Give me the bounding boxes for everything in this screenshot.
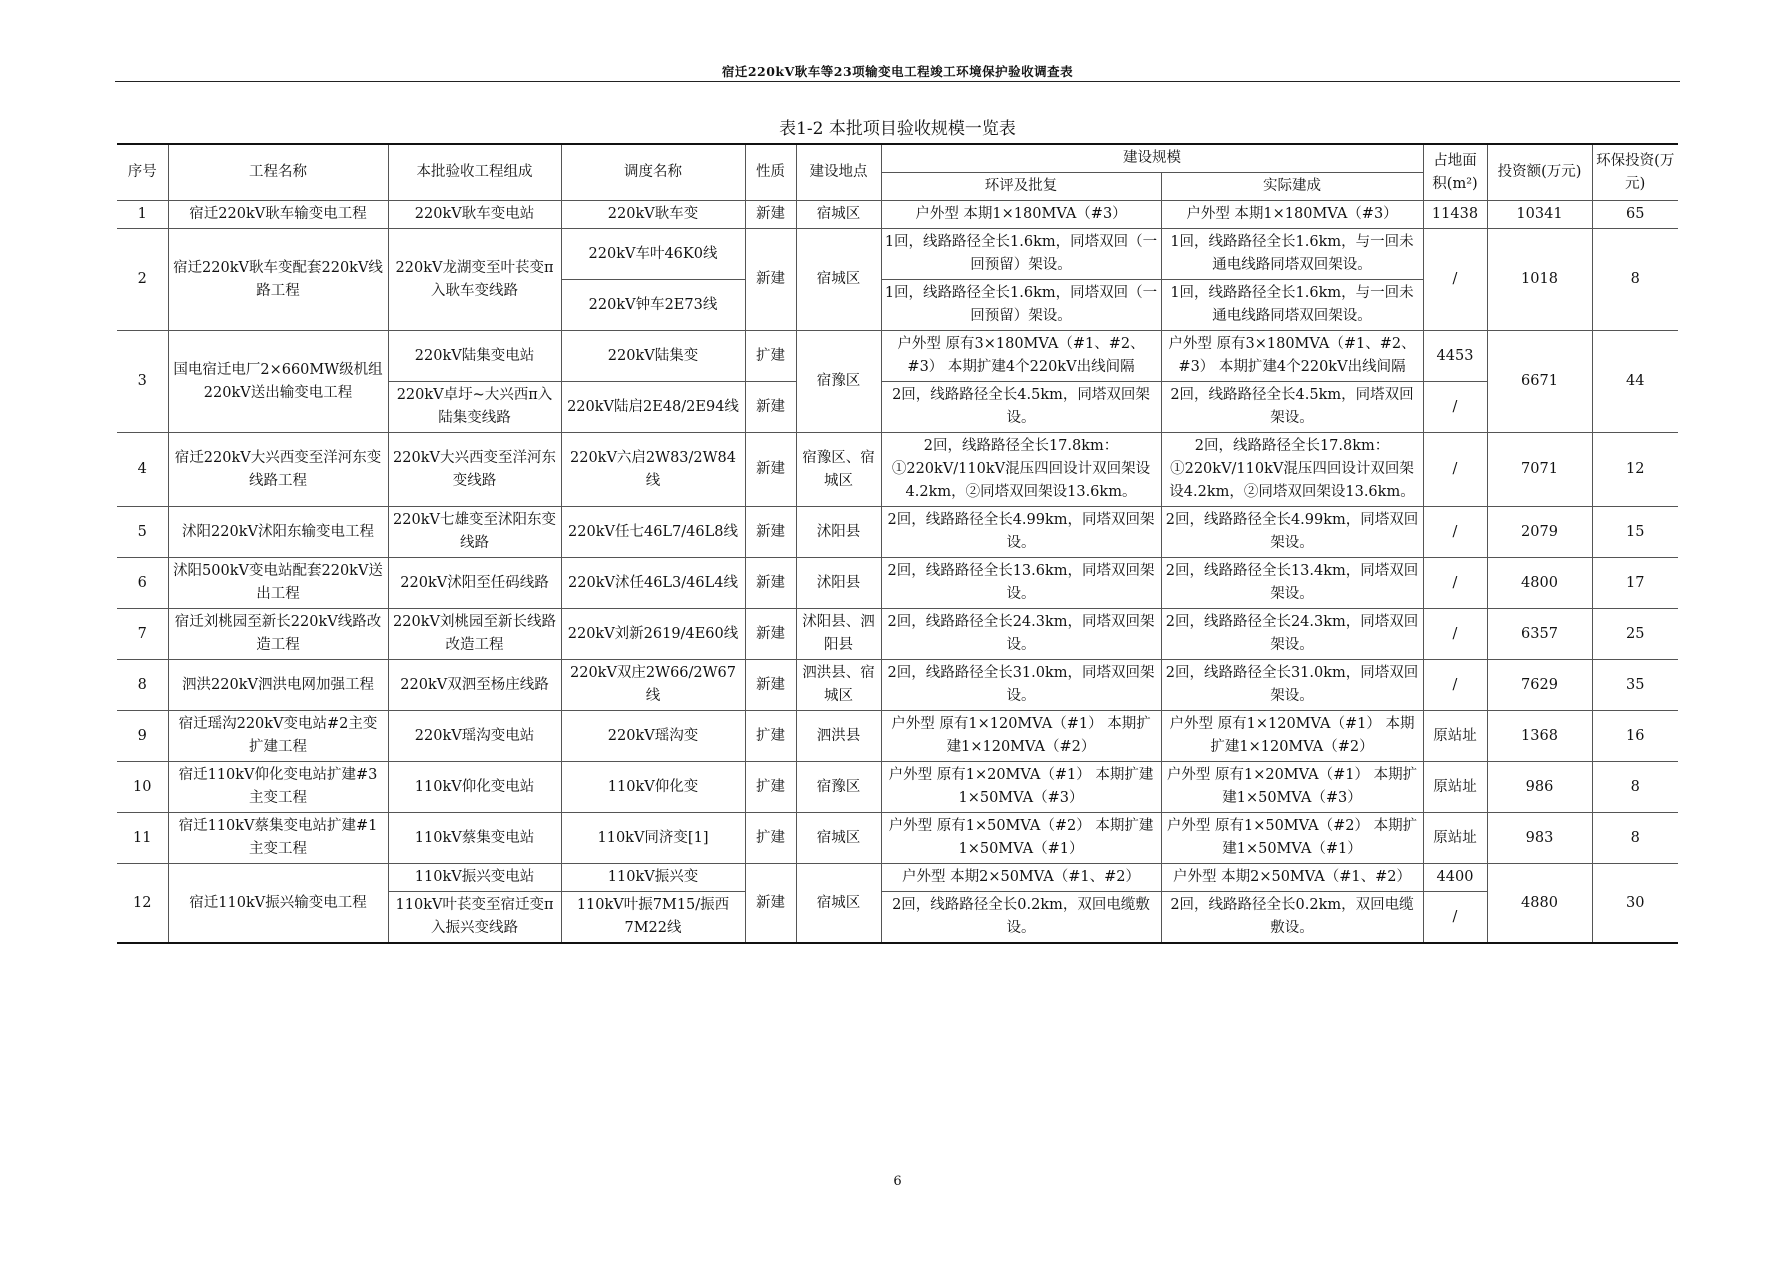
- row-index: 7: [117, 609, 168, 660]
- table-row: [117, 813, 1678, 864]
- row-index: 2: [117, 229, 168, 331]
- component-cell: 110kV蔡集变电站: [388, 813, 561, 864]
- eia-scale-cell: 2回，线路路径全长31.0km，同塔双回架设。: [881, 660, 1161, 711]
- project-name-cell: 泗洪220kV泗洪电网加强工程: [168, 660, 388, 711]
- env-investment-cell: 30: [1592, 864, 1678, 944]
- actual-scale-cell: 2回，线路路径全长0.2km，双回电缆敷设。: [1161, 892, 1423, 944]
- scale-table: [117, 143, 1678, 944]
- header-env-investment: 环保投资(万元): [1592, 144, 1678, 201]
- component-cell: 220kV大兴西变至洋河东变线路: [388, 433, 561, 507]
- nature-cell: 新建: [745, 660, 796, 711]
- header-eia-approval: 环评及批复: [881, 173, 1161, 201]
- location-cell: 宿城区: [796, 229, 881, 331]
- eia-scale-cell: 户外型 原有1×120MVA（#1） 本期扩建1×120MVA（#2）: [881, 711, 1161, 762]
- project-name-cell: 宿迁110kV仰化变电站扩建#3主变工程: [168, 762, 388, 813]
- investment-cell: 4880: [1487, 864, 1592, 944]
- investment-cell: 7629: [1487, 660, 1592, 711]
- row-index: 12: [117, 864, 168, 944]
- eia-scale-cell: 2回，线路路径全长13.6km，同塔双回架设。: [881, 558, 1161, 609]
- actual-scale-cell: 2回，线路路径全长4.99km，同塔双回架设。: [1161, 507, 1423, 558]
- location-cell: 宿城区: [796, 813, 881, 864]
- nature-cell: 新建: [745, 433, 796, 507]
- dispatch-name-cell: 110kV振兴变: [561, 864, 745, 892]
- area-cell: 原站址: [1423, 813, 1487, 864]
- location-cell: 沭阳县: [796, 558, 881, 609]
- table-row: [117, 558, 1678, 609]
- location-cell: 沭阳县、泗阳县: [796, 609, 881, 660]
- dispatch-name-cell: 220kV耿车变: [561, 201, 745, 229]
- eia-scale-cell: 2回，线路路径全长24.3km，同塔双回架设。: [881, 609, 1161, 660]
- investment-cell: 1018: [1487, 229, 1592, 331]
- nature-cell: 新建: [745, 382, 796, 433]
- table-row: [117, 762, 1678, 813]
- component-cell: 110kV仰化变电站: [388, 762, 561, 813]
- nature-cell: 扩建: [745, 331, 796, 382]
- eia-scale-cell: 1回，线路路径全长1.6km，同塔双回（一回预留）架设。: [881, 280, 1161, 331]
- dispatch-name-cell: 220kV沭任46L3/46L4线: [561, 558, 745, 609]
- env-investment-cell: 8: [1592, 229, 1678, 331]
- location-cell: 宿豫区: [796, 762, 881, 813]
- table-row: [117, 864, 1678, 892]
- dispatch-name-cell: 220kV陆集变: [561, 331, 745, 382]
- row-index: 11: [117, 813, 168, 864]
- document-header: 宿迁220kV耿车等23项输变电工程竣工环境保护验收调查表: [721, 64, 1074, 79]
- header-nature: 性质: [745, 144, 796, 201]
- dispatch-name-cell: 220kV车叶46K0线: [561, 229, 745, 280]
- env-investment-cell: 8: [1592, 762, 1678, 813]
- dispatch-name-cell: 220kV钟车2E73线: [561, 280, 745, 331]
- actual-scale-cell: 户外型 本期1×180MVA（#3）: [1161, 201, 1423, 229]
- eia-scale-cell: 2回，线路路径全长17.8km：①220kV/110kV混压四回设计双回架设4.2km，②同塔双回架设13.6km。: [881, 433, 1161, 507]
- component-cell: 220kV七雄变至沭阳东变线路: [388, 507, 561, 558]
- component-cell: 220kV双泗至杨庄线路: [388, 660, 561, 711]
- env-investment-cell: 65: [1592, 201, 1678, 229]
- table-row: [117, 609, 1678, 660]
- dispatch-name-cell: 110kV同济变[1]: [561, 813, 745, 864]
- project-name-cell: 宿迁瑶沟220kV变电站#2主变扩建工程: [168, 711, 388, 762]
- component-cell: 220kV瑶沟变电站: [388, 711, 561, 762]
- eia-scale-cell: 1回，线路路径全长1.6km，同塔双回（一回预留）架设。: [881, 229, 1161, 280]
- eia-scale-cell: 户外型 原有1×20MVA（#1） 本期扩建1×50MVA（#3）: [881, 762, 1161, 813]
- investment-cell: 1368: [1487, 711, 1592, 762]
- component-cell: 110kV振兴变电站: [388, 864, 561, 892]
- dispatch-name-cell: 220kV六启2W83/2W84线: [561, 433, 745, 507]
- project-name-cell: 国电宿迁电厂2×660MW级机组220kV送出输变电工程: [168, 331, 388, 433]
- header-dispatch-name: 调度名称: [561, 144, 745, 201]
- actual-scale-cell: 户外型 本期2×50MVA（#1、#2）: [1161, 864, 1423, 892]
- env-investment-cell: 12: [1592, 433, 1678, 507]
- actual-scale-cell: 2回，线路路径全长24.3km，同塔双回架设。: [1161, 609, 1423, 660]
- dispatch-name-cell: 110kV叶振7M15/振西7M22线: [561, 892, 745, 944]
- dispatch-name-cell: 220kV刘新2619/4E60线: [561, 609, 745, 660]
- nature-cell: 扩建: [745, 813, 796, 864]
- env-investment-cell: 44: [1592, 331, 1678, 433]
- investment-cell: 10341: [1487, 201, 1592, 229]
- dispatch-name-cell: 220kV任七46L7/46L8线: [561, 507, 745, 558]
- actual-scale-cell: 1回，线路路径全长1.6km，与一回未通电线路同塔双回架设。: [1161, 280, 1423, 331]
- row-index: 8: [117, 660, 168, 711]
- table-caption: 表1-2 本批项目验收规模一览表: [779, 119, 1016, 139]
- table-row: [117, 507, 1678, 558]
- nature-cell: 新建: [745, 864, 796, 944]
- area-cell: 11438: [1423, 201, 1487, 229]
- table-row: [117, 229, 1678, 280]
- nature-cell: 新建: [745, 507, 796, 558]
- row-index: 1: [117, 201, 168, 229]
- area-cell: /: [1423, 229, 1487, 331]
- eia-scale-cell: 2回，线路路径全长0.2km，双回电缆敷设。: [881, 892, 1161, 944]
- table-body: [117, 201, 1678, 944]
- dispatch-name-cell: 220kV陆启2E48/2E94线: [561, 382, 745, 433]
- header-rule: [115, 81, 1680, 82]
- table-row: [117, 331, 1678, 382]
- eia-scale-cell: 户外型 原有3×180MVA（#1、#2、#3） 本期扩建4个220kV出线间隔: [881, 331, 1161, 382]
- nature-cell: 新建: [745, 609, 796, 660]
- env-investment-cell: 35: [1592, 660, 1678, 711]
- header-investment: 投资额(万元): [1487, 144, 1592, 201]
- investment-cell: 6357: [1487, 609, 1592, 660]
- location-cell: 沭阳县: [796, 507, 881, 558]
- investment-cell: 986: [1487, 762, 1592, 813]
- investment-cell: 7071: [1487, 433, 1592, 507]
- actual-scale-cell: 1回，线路路径全长1.6km，与一回未通电线路同塔双回架设。: [1161, 229, 1423, 280]
- actual-scale-cell: 户外型 原有1×50MVA（#2） 本期扩建1×50MVA（#1）: [1161, 813, 1423, 864]
- nature-cell: 扩建: [745, 711, 796, 762]
- header-project-name: 工程名称: [168, 144, 388, 201]
- area-cell: /: [1423, 558, 1487, 609]
- row-index: 6: [117, 558, 168, 609]
- project-name-cell: 沭阳500kV变电站配套220kV送出工程: [168, 558, 388, 609]
- actual-scale-cell: 2回，线路路径全长4.5km，同塔双回架设。: [1161, 382, 1423, 433]
- row-index: 3: [117, 331, 168, 433]
- project-name-cell: 宿迁220kV耿车输变电工程: [168, 201, 388, 229]
- row-index: 4: [117, 433, 168, 507]
- table-row: [117, 711, 1678, 762]
- project-name-cell: 宿迁220kV耿车变配套220kV线路工程: [168, 229, 388, 331]
- component-cell: 220kV耿车变电站: [388, 201, 561, 229]
- area-cell: /: [1423, 382, 1487, 433]
- actual-scale-cell: 户外型 原有3×180MVA（#1、#2、#3） 本期扩建4个220kV出线间隔: [1161, 331, 1423, 382]
- eia-scale-cell: 户外型 本期2×50MVA（#1、#2）: [881, 864, 1161, 892]
- project-name-cell: 沭阳220kV沭阳东输变电工程: [168, 507, 388, 558]
- eia-scale-cell: 户外型 原有1×50MVA（#2） 本期扩建1×50MVA（#1）: [881, 813, 1161, 864]
- row-index: 9: [117, 711, 168, 762]
- eia-scale-cell: 户外型 本期1×180MVA（#3）: [881, 201, 1161, 229]
- row-index: 5: [117, 507, 168, 558]
- location-cell: 宿豫区、宿城区: [796, 433, 881, 507]
- area-cell: 4400: [1423, 864, 1487, 892]
- area-cell: 4453: [1423, 331, 1487, 382]
- location-cell: 宿城区: [796, 864, 881, 944]
- area-cell: /: [1423, 433, 1487, 507]
- nature-cell: 扩建: [745, 762, 796, 813]
- env-investment-cell: 16: [1592, 711, 1678, 762]
- location-cell: 泗洪县: [796, 711, 881, 762]
- component-cell: 220kV龙湖变至叶苌变π入耿车变线路: [388, 229, 561, 331]
- investment-cell: 4800: [1487, 558, 1592, 609]
- investment-cell: 6671: [1487, 331, 1592, 433]
- area-cell: /: [1423, 507, 1487, 558]
- table-row: [117, 433, 1678, 507]
- dispatch-name-cell: 220kV双庄2W66/2W67线: [561, 660, 745, 711]
- header-index: 序号: [117, 144, 168, 201]
- project-name-cell: 宿迁刘桃园至新长220kV线路改造工程: [168, 609, 388, 660]
- row-index: 10: [117, 762, 168, 813]
- actual-scale-cell: 户外型 原有1×120MVA（#1） 本期扩建1×120MVA（#2）: [1161, 711, 1423, 762]
- actual-scale-cell: 2回，线路路径全长13.4km，同塔双回架设。: [1161, 558, 1423, 609]
- investment-cell: 2079: [1487, 507, 1592, 558]
- component-cell: 220kV刘桃园至新长线路改造工程: [388, 609, 561, 660]
- component-cell: 220kV沭阳至任码线路: [388, 558, 561, 609]
- table-row: [117, 201, 1678, 229]
- nature-cell: 新建: [745, 229, 796, 331]
- nature-cell: 新建: [745, 201, 796, 229]
- env-investment-cell: 17: [1592, 558, 1678, 609]
- location-cell: 宿城区: [796, 201, 881, 229]
- location-cell: 宿豫区: [796, 331, 881, 433]
- header-location: 建设地点: [796, 144, 881, 201]
- project-name-cell: 宿迁220kV大兴西变至洋河东变线路工程: [168, 433, 388, 507]
- nature-cell: 新建: [745, 558, 796, 609]
- eia-scale-cell: 2回，线路路径全长4.5km，同塔双回架设。: [881, 382, 1161, 433]
- component-cell: 110kV叶苌变至宿迁变π入振兴变线路: [388, 892, 561, 944]
- area-cell: /: [1423, 660, 1487, 711]
- area-cell: /: [1423, 609, 1487, 660]
- env-investment-cell: 25: [1592, 609, 1678, 660]
- area-cell: 原站址: [1423, 711, 1487, 762]
- actual-scale-cell: 户外型 原有1×20MVA（#1） 本期扩建1×50MVA（#3）: [1161, 762, 1423, 813]
- project-name-cell: 宿迁110kV蔡集变电站扩建#1主变工程: [168, 813, 388, 864]
- component-cell: 220kV陆集变电站: [388, 331, 561, 382]
- table-row: [117, 660, 1678, 711]
- header-area: 占地面积(m²): [1423, 144, 1487, 201]
- component-cell: 220kV卓圩~大兴西π入陆集变线路: [388, 382, 561, 433]
- header-scale: 建设规模: [881, 144, 1423, 173]
- area-cell: 原站址: [1423, 762, 1487, 813]
- project-name-cell: 宿迁110kV振兴输变电工程: [168, 864, 388, 944]
- actual-scale-cell: 2回，线路路径全长17.8km：①220kV/110kV混压四回设计双回架设4.2km，②同塔双回架设13.6km。: [1161, 433, 1423, 507]
- investment-cell: 983: [1487, 813, 1592, 864]
- dispatch-name-cell: 220kV瑶沟变: [561, 711, 745, 762]
- area-cell: /: [1423, 892, 1487, 944]
- page-number: 6: [893, 1174, 902, 1189]
- header-actual: 实际建成: [1161, 173, 1423, 201]
- location-cell: 泗洪县、宿城区: [796, 660, 881, 711]
- actual-scale-cell: 2回，线路路径全长31.0km，同塔双回架设。: [1161, 660, 1423, 711]
- env-investment-cell: 15: [1592, 507, 1678, 558]
- eia-scale-cell: 2回，线路路径全长4.99km，同塔双回架设。: [881, 507, 1161, 558]
- dispatch-name-cell: 110kV仰化变: [561, 762, 745, 813]
- env-investment-cell: 8: [1592, 813, 1678, 864]
- header-components: 本批验收工程组成: [388, 144, 561, 201]
